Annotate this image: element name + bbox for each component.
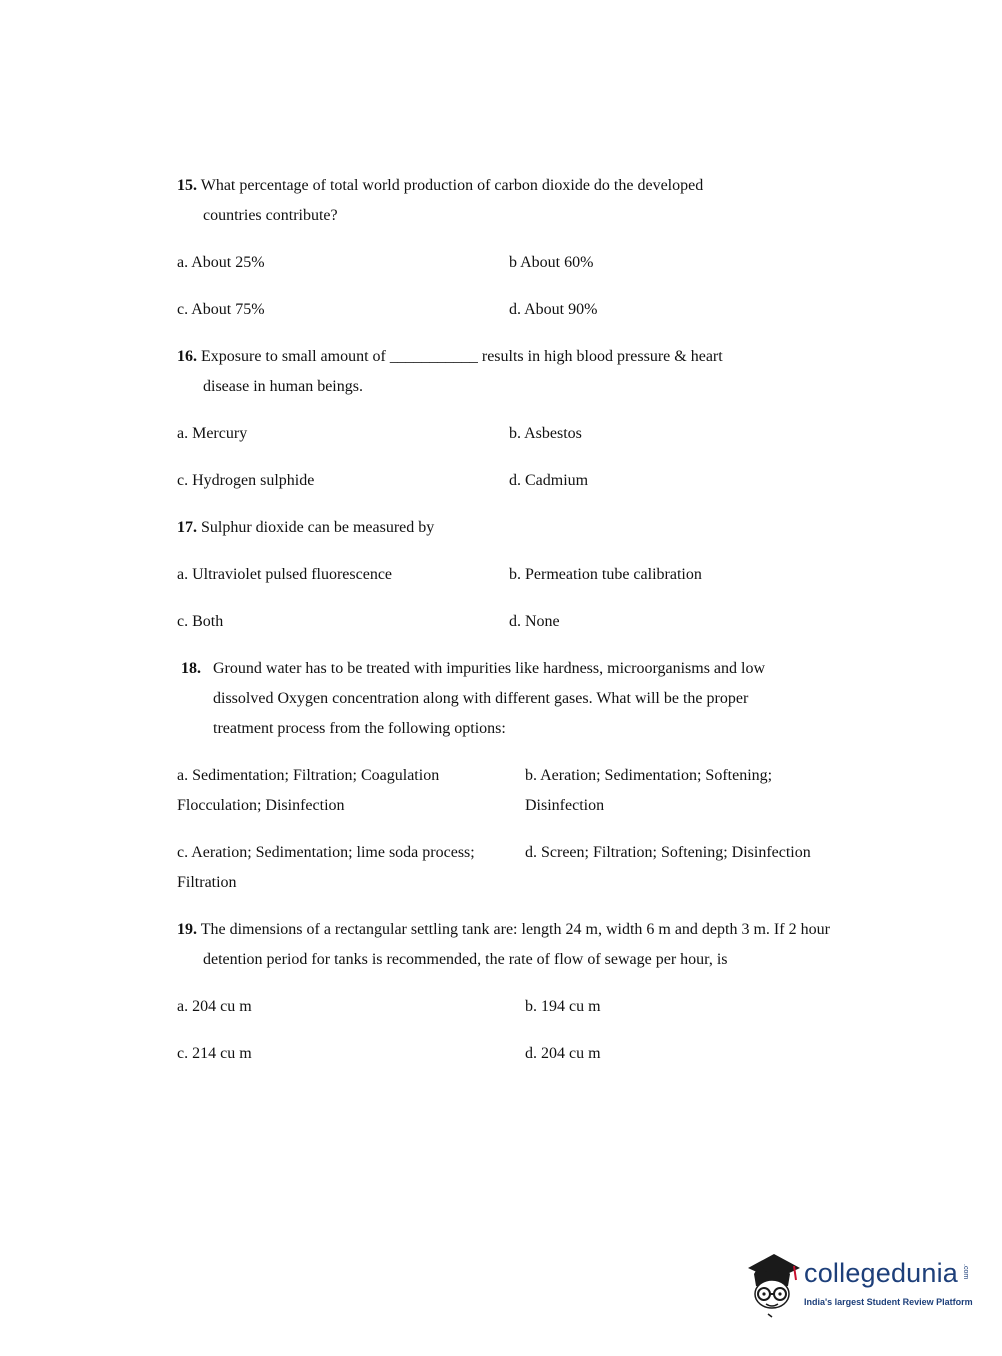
option-d: d. About 90% xyxy=(509,301,598,318)
question-text: Ground water has to be treated with impurities like hardness, microorganisms and low xyxy=(213,660,766,677)
option-a: a. Mercury xyxy=(177,425,248,442)
option-d: d. None xyxy=(509,613,560,630)
option-a: a. Sedimentation; Filtration; Coagulation xyxy=(177,767,440,784)
collegedunia-logo[interactable] xyxy=(744,1250,974,1320)
option-c-cont: Filtration xyxy=(177,874,237,891)
option-c: c. About 75% xyxy=(177,301,265,318)
question-16 xyxy=(177,347,723,367)
question-18 xyxy=(181,659,765,679)
mascot-icon xyxy=(744,1250,804,1320)
option-c: c. Aeration; Sedimentation; lime soda process; xyxy=(177,844,475,861)
question-number: 16. xyxy=(177,348,197,365)
question-text: What percentage of total world production of carbon dioxide do the developed xyxy=(200,177,704,194)
question-text: Sulphur dioxide can be measured by xyxy=(201,519,435,536)
question-number: 19. xyxy=(177,921,197,938)
option-c: c. Hydrogen sulphide xyxy=(177,472,315,489)
option-a: a. Ultraviolet pulsed fluorescence xyxy=(177,566,393,583)
question-15 xyxy=(177,176,703,196)
question-text: The dimensions of a rectangular settling tank are: length 24 m, width 6 m and depth 3 m. If 2 hour xyxy=(200,921,830,938)
question-text-cont: dissolved Oxygen concentration along with different gases. What will be the proper xyxy=(213,690,749,707)
logo-dotcom: .com xyxy=(962,1264,969,1280)
option-a: a. 204 cu m xyxy=(177,998,252,1015)
question-text-cont: detention period for tanks is recommended, the rate of flow of sewage per hour, is xyxy=(203,951,728,968)
question-text-cont: disease in human beings. xyxy=(203,378,363,395)
option-b: b About 60% xyxy=(509,254,594,271)
option-b: b. Asbestos xyxy=(509,425,582,442)
question-number: 18. xyxy=(181,660,201,677)
option-b-cont: Disinfection xyxy=(525,797,605,814)
question-text: Exposure to small amount of ___________ results in high blood pressure & heart xyxy=(201,348,723,365)
question-number: 15. xyxy=(177,177,197,194)
question-number: 17. xyxy=(177,519,197,536)
option-d: d. 204 cu m xyxy=(525,1045,601,1062)
option-d: d. Cadmium xyxy=(509,472,589,489)
option-a-cont: Flocculation; Disinfection xyxy=(177,797,345,814)
question-text-cont: countries contribute? xyxy=(203,207,338,224)
option-a: a. About 25% xyxy=(177,254,265,271)
option-d: d. Screen; Filtration; Softening; Disinfection xyxy=(525,844,811,861)
question-17 xyxy=(177,518,434,538)
option-b: b. 194 cu m xyxy=(525,998,601,1015)
option-c: c. 214 cu m xyxy=(177,1045,252,1062)
option-b: b. Permeation tube calibration xyxy=(509,566,702,583)
question-text-cont: treatment process from the following options: xyxy=(213,720,506,737)
option-b: b. Aeration; Sedimentation; Softening; xyxy=(525,767,773,784)
option-c: c. Both xyxy=(177,613,224,630)
question-19 xyxy=(177,920,830,940)
logo-tagline: India's largest Student Review Platform xyxy=(804,1297,973,1307)
logo-name: collegedunia xyxy=(804,1258,959,1288)
